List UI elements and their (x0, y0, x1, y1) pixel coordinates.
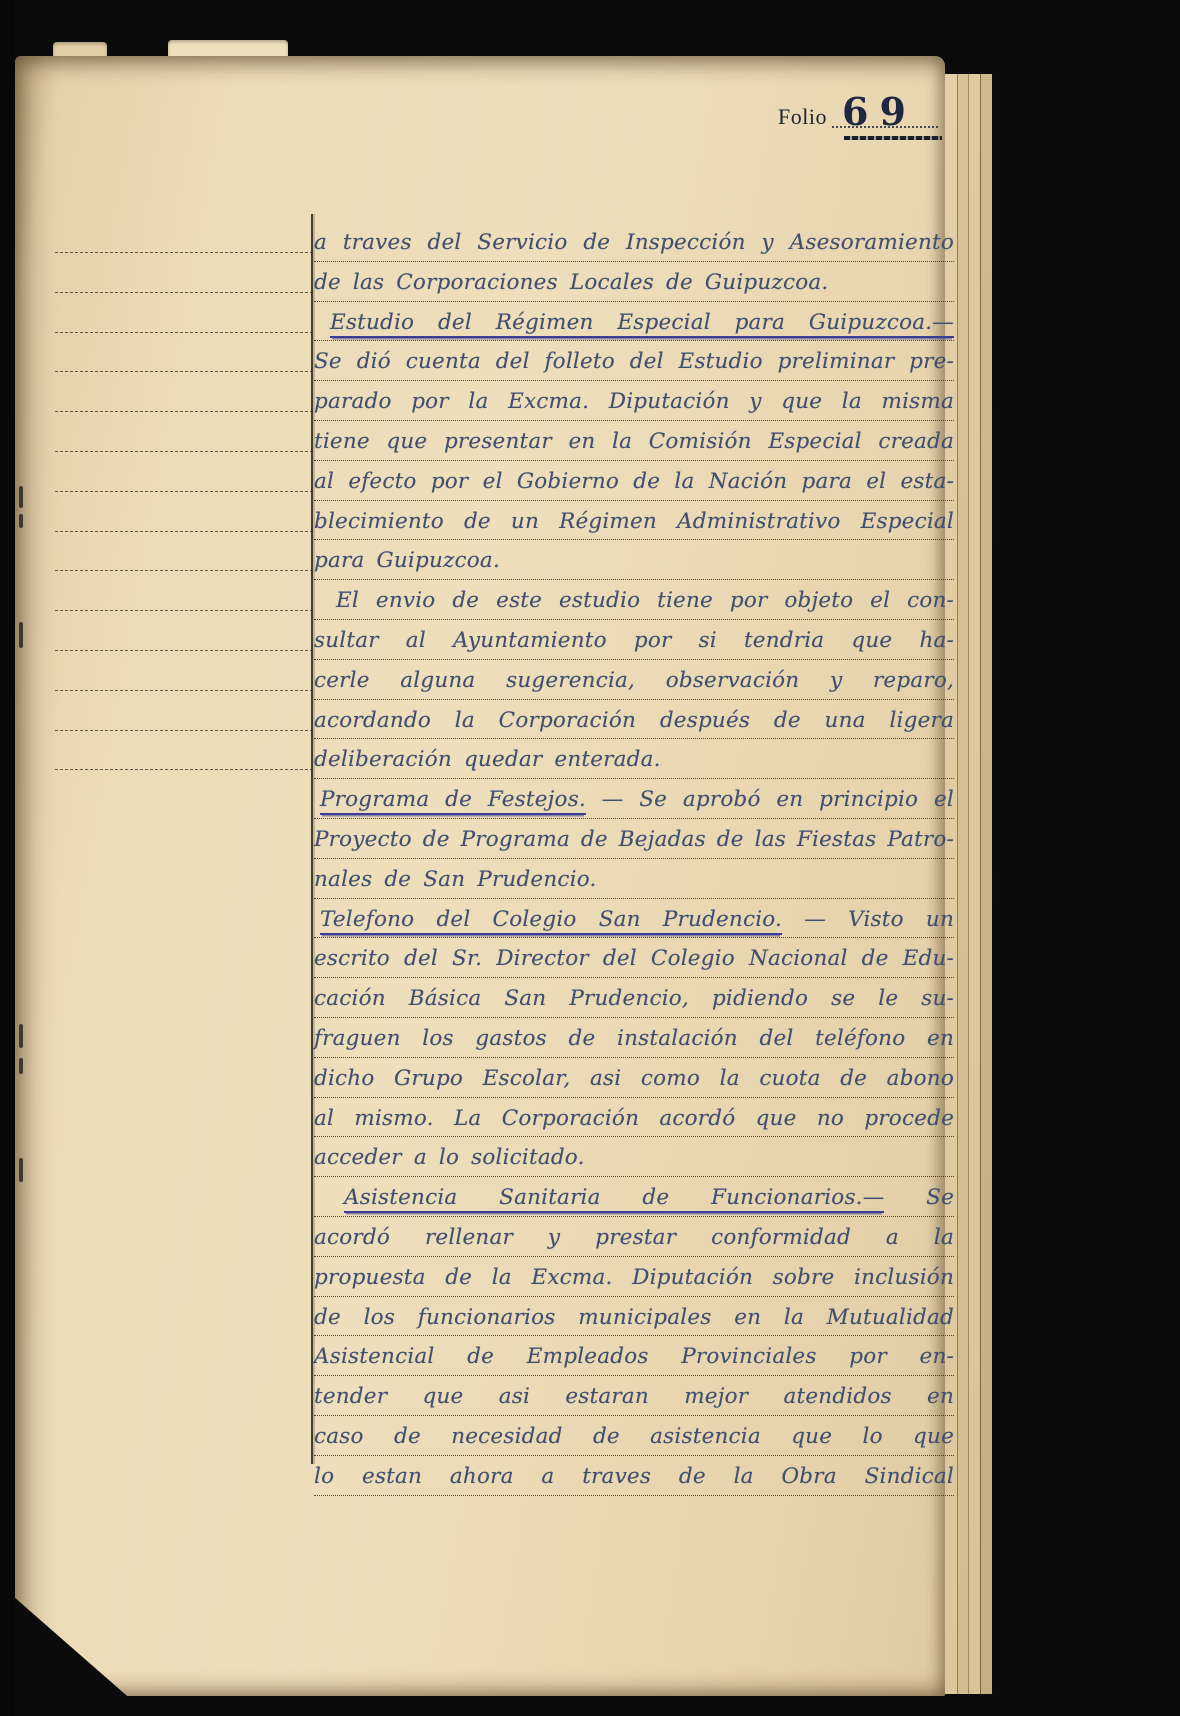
handwritten-text: acordando la Corporación después de una ligera (314, 707, 954, 733)
handwritten-text: de los funcionarios municipales en la Mutualidad (314, 1304, 954, 1330)
binding-stitch (19, 1158, 23, 1182)
margin-rules (55, 252, 313, 809)
manuscript-line (314, 819, 954, 859)
manuscript-line (314, 1177, 954, 1217)
margin-rule-line (55, 371, 313, 411)
binding-stitch (19, 1024, 23, 1048)
manuscript-line (314, 461, 954, 501)
handwritten-text: escrito del Sr. Director del Colegio Nacional de Edu- (314, 946, 954, 972)
manuscript-line (314, 1217, 954, 1257)
margin-rule-line (55, 769, 313, 809)
manuscript-line (314, 1456, 954, 1496)
folio-header (778, 90, 940, 150)
section-heading: Asistencia Sanitaria de Funcionarios.— (344, 1185, 884, 1213)
manuscript-line (314, 938, 954, 978)
margin-rule-line (55, 491, 313, 531)
manuscript-line (314, 1336, 954, 1376)
margin-rule-line (55, 451, 313, 491)
manuscript-line (314, 1416, 954, 1456)
margin-rule-line (55, 411, 313, 451)
margin-rule-line (55, 252, 313, 292)
manuscript-line (314, 501, 954, 541)
handwritten-text: para Guipuzcoa. (314, 548, 500, 574)
handwritten-text: a traves del Servicio de Inspección y Asesoramiento (314, 230, 954, 255)
handwritten-text: lo estan ahora a traves de la Obra Sindical (314, 1463, 954, 1489)
manuscript-line (314, 421, 954, 461)
manuscript-line (314, 1018, 954, 1058)
folio-underline (844, 136, 942, 140)
binding-stitch (19, 486, 23, 508)
handwritten-text: cación Básica San Prudencio, pidiendo se le su- (314, 986, 954, 1012)
manuscript-line (314, 580, 954, 620)
section-heading: Estudio del Régimen Especial para Guipuzcoa.— (330, 310, 954, 338)
handwritten-text: al efecto por el Gobierno de la Nación para el esta- (314, 468, 954, 494)
handwritten-text: dicho Grupo Escolar, asi como la cuota de abono (314, 1065, 954, 1091)
margin-rule-line (55, 332, 313, 372)
handwritten-text: El envio de este estudio tiene por objeto el con- (336, 588, 954, 614)
handwritten-text: — Se aprobó en principio el (585, 787, 954, 813)
manuscript-line (314, 540, 954, 580)
margin-rule-line (55, 610, 313, 650)
manuscript-line (314, 1058, 954, 1098)
manuscript-line (314, 859, 954, 899)
underlying-page-edge (980, 74, 992, 1694)
handwritten-text: Asistencial de Empleados Provinciales por en- (314, 1344, 954, 1370)
handwritten-text: nales de San Prudencio. (314, 866, 597, 892)
binding-stitch (19, 514, 23, 528)
binding-stitch (19, 622, 23, 648)
manuscript-line (314, 1137, 954, 1177)
manuscript-line (314, 660, 954, 700)
manuscript-line (314, 1297, 954, 1337)
margin-rule-line (55, 730, 313, 770)
manuscript-line (314, 341, 954, 381)
manuscript-line (314, 1257, 954, 1297)
handwritten-text: cerle alguna sugerencia, observación y reparo, (314, 667, 954, 693)
handwritten-text: deliberación quedar enterada. (314, 747, 661, 773)
manuscript-line (314, 1376, 954, 1416)
manuscript-line (314, 739, 954, 779)
margin-rule-line (55, 292, 313, 332)
handwritten-text: fraguen los gastos de instalación del teléfono en (314, 1025, 954, 1051)
handwritten-text: tiene que presentar en la Comisión Especial creada (314, 428, 954, 454)
handwritten-text: sultar al Ayuntamiento por si tendria que ha- (314, 627, 954, 653)
folio-number-stamp: 69 (842, 89, 917, 134)
manuscript-line (314, 222, 954, 262)
handwritten-text: caso de necesidad de asistencia que lo que (314, 1423, 954, 1449)
manuscript-line (314, 620, 954, 660)
handwritten-text: Se (884, 1185, 954, 1211)
handwritten-text: al mismo. La Corporación acordó que no procede (314, 1105, 954, 1131)
handwritten-text: acordó rellenar y prestar conformidad a la (314, 1224, 954, 1250)
handwritten-text: de las Corporaciones Locales de Guipuzcoa. (314, 269, 829, 295)
handwritten-text: parado por la Excma. Diputación y que la misma (314, 389, 954, 415)
manuscript-line (314, 978, 954, 1018)
handwritten-text: propuesta de la Excma. Diputación sobre inclusión (314, 1264, 954, 1290)
manuscript-line (314, 779, 954, 819)
scan-left-border (0, 0, 15, 1716)
manuscript-line (314, 1098, 954, 1138)
manuscript-text (314, 222, 954, 1496)
manuscript-line (314, 700, 954, 740)
handwritten-text: Se dió cuenta del folleto del Estudio preliminar pre- (314, 349, 954, 375)
handwritten-text: — Visto un (782, 906, 954, 932)
handwritten-text: blecimiento de un Régimen Administrativo Especial (314, 508, 954, 534)
handwritten-text: tender que asi estaran mejor atendidos en (314, 1384, 954, 1410)
margin-rule-line (55, 570, 313, 610)
handwritten-text: acceder a lo solicitado. (314, 1145, 585, 1171)
manuscript-page (15, 56, 954, 1696)
handwritten-text: Proyecto de Programa de Bejadas de las Fiestas Patro- (314, 826, 954, 852)
section-heading: Programa de Festejos. (320, 787, 586, 815)
margin-rule-line (55, 531, 313, 571)
margin-rule-line (55, 690, 313, 730)
manuscript-line (314, 381, 954, 421)
manuscript-line (314, 899, 954, 939)
folio-label: Folio (778, 104, 827, 129)
manuscript-line (314, 302, 954, 342)
section-heading: Telefono del Colegio San Prudencio. (320, 907, 782, 935)
manuscript-line (314, 262, 954, 302)
margin-vertical-rule (311, 214, 313, 1464)
binding-stitch (19, 1058, 23, 1074)
margin-rule-line (55, 650, 313, 690)
